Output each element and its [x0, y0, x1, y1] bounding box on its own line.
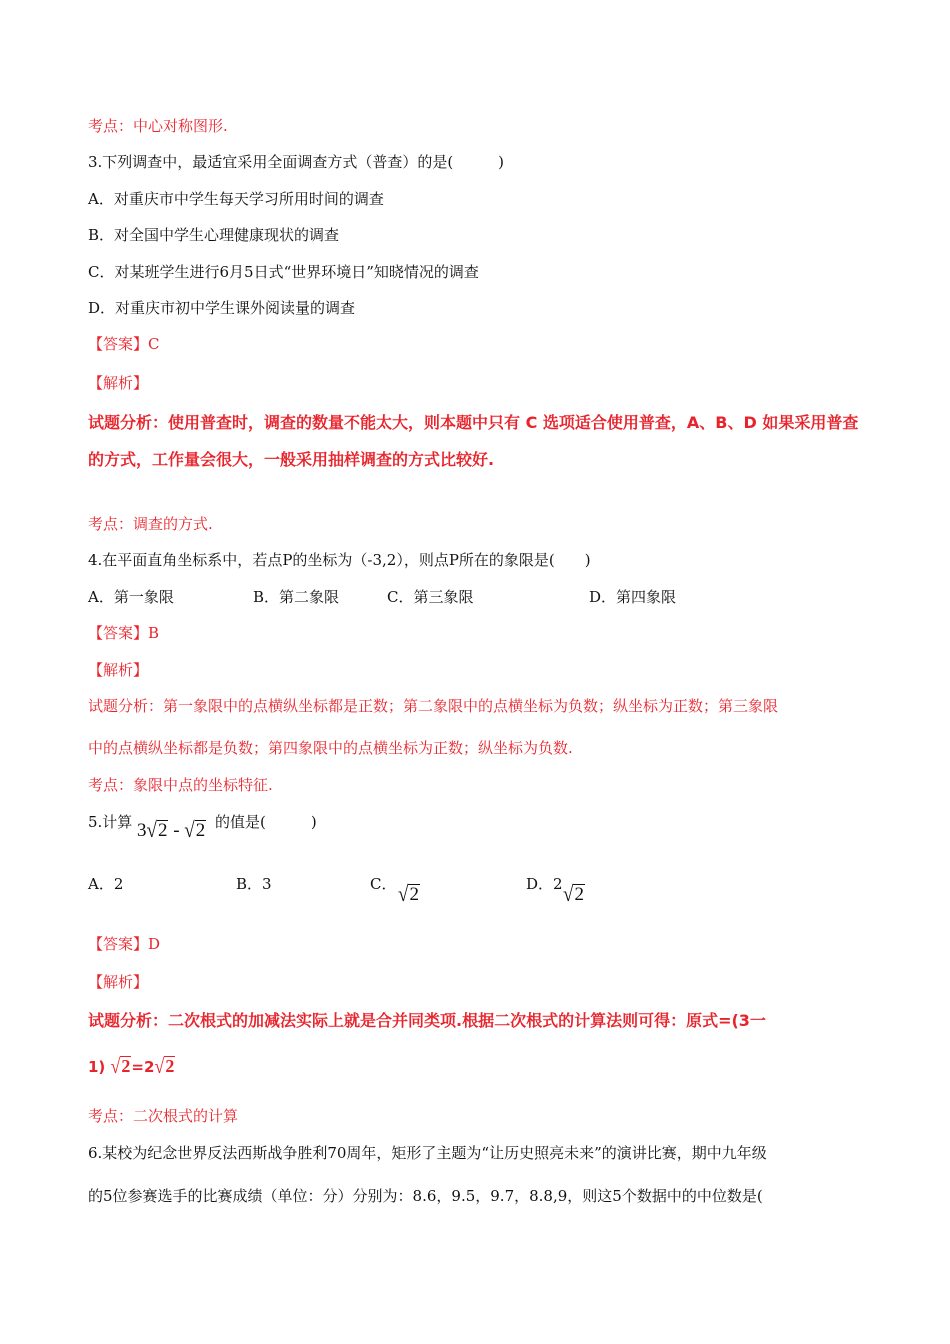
q4-jiexi-heading: 【解析】 [88, 661, 149, 679]
q5-expr-coef: 3 [137, 820, 147, 841]
q5-option-a: A．2 [88, 875, 124, 893]
sqrt-symbol-icon: √2 [154, 1054, 175, 1078]
sqrt-symbol-icon: √2 [398, 882, 419, 907]
q5-question-prefix: 5.计算 [88, 813, 133, 831]
q5-analysis-mid: =2 [131, 1058, 155, 1076]
q3-answer: 【答案】C [88, 335, 160, 353]
q6-question-line2: 的5位参赛选手的比赛成绩（单位：分）分别为：8.6，9.5，9.7，8.8,9，则这5个数据中的中位数是( [88, 1187, 763, 1205]
q4-option-d: D．第四象限 [589, 588, 677, 606]
q4-question: 4.在平面直角坐标系中，若点P的坐标为（-3,2），则点P所在的象限是( ) [88, 551, 591, 569]
q3-analysis-line1: 试题分析：使用普查时，调查的数量不能太大，则本题中只有 C 选项适合使用普查，A、B、D 如果采用普查 [88, 413, 859, 432]
q4-kaodian: 考点：象限中点的坐标特征. [88, 776, 273, 794]
q5-option-c-value [398, 884, 420, 905]
q4-option-a: A．第一象限 [88, 588, 174, 606]
q4-option-c: C．第三象限 [387, 588, 474, 606]
q3-kaodian: 考点：调查的方式. [88, 515, 213, 533]
q5-expression [137, 820, 206, 841]
sqrt-symbol-icon: √2 [110, 1054, 131, 1078]
q3-option-d: D．对重庆市初中学生课外阅读量的调查 [88, 299, 356, 317]
sqrt-symbol-icon: √2 [563, 882, 584, 907]
q4-option-b: B．第二象限 [253, 588, 340, 606]
q5-question-suffix: 的值是( ) [215, 813, 317, 831]
q5-option-d-label: D．2 [526, 875, 563, 893]
q4-analysis-line2: 中的点横纵坐标都是负数；第四象限中的点横坐标为正数；纵坐标为负数. [88, 739, 573, 757]
q5-option-c-label: C． [370, 875, 397, 893]
q5-analysis-prefix: 1) [88, 1058, 106, 1076]
q5-kaodian: 考点：二次根式的计算 [88, 1107, 239, 1125]
q3-analysis-line2: 的方式，工作量会很大，一般采用抽样调查的方式比较好. [88, 450, 495, 469]
q4-analysis-line1: 试题分析：第一象限中的点横纵坐标都是正数；第二象限中的点横坐标为负数；纵坐标为正数；第三象限 [88, 697, 779, 715]
q5-answer: 【答案】D [88, 935, 161, 953]
q5-option-b: B．3 [236, 875, 272, 893]
q6-question-line1: 6.某校为纪念世界反法西斯战争胜利70周年，矩形了主题为“让历史照亮未来”的演讲比赛，期中九年级 [88, 1144, 767, 1162]
q3-option-c: C．对某班学生进行6月5日式“世界环境日”知晓情况的调查 [88, 263, 479, 281]
q3-jiexi-heading: 【解析】 [88, 374, 149, 392]
q5-expr-minus: - [173, 820, 180, 841]
q5-analysis-line1: 试题分析：二次根式的加减法实际上就是合并同类项.根据二次根式的计算法则可得：原式=(3一 [88, 1011, 766, 1030]
q3-option-a: A．对重庆市中学生每天学习所用时间的调查 [88, 190, 384, 208]
q5-option-d-value [563, 884, 585, 905]
sqrt-symbol-icon: √2 [184, 818, 206, 843]
q4-answer: 【答案】B [88, 624, 160, 642]
q3-option-b: B．对全国中学生心理健康现状的调查 [88, 226, 340, 244]
sqrt-symbol-icon: √2 [146, 818, 168, 843]
q2-kaodian: 考点：中心对称图形. [88, 117, 228, 135]
q3-question: 3.下列调查中，最适宜采用全面调查方式（普查）的是( ) [88, 153, 505, 171]
q5-jiexi-heading: 【解析】 [88, 973, 149, 991]
q5-analysis-line2 [88, 1056, 175, 1077]
